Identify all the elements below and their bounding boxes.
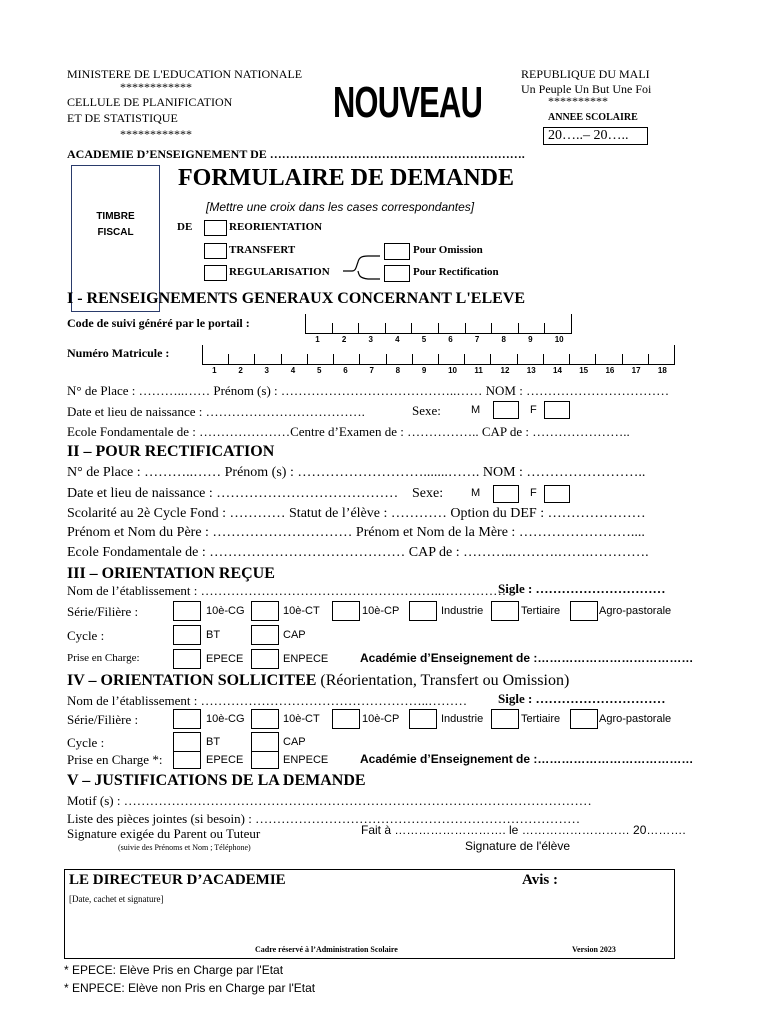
- reorientation-label: REORIENTATION: [229, 221, 323, 233]
- rect-place-prenom-nom-line: N° de Place : ………..…… Prénom (s) : ……………………….......……. NOM : ……………………..: [67, 465, 646, 480]
- section-2-title: II – POUR RECTIFICATION: [67, 443, 275, 460]
- serie-industrie-label: Industrie: [441, 713, 484, 725]
- code-suivi-label: Code de suivi généré par le portail :: [67, 316, 250, 330]
- digit-slot-divider: [648, 354, 649, 365]
- rectification-checkbox[interactable]: [384, 265, 410, 282]
- digit-slot-divider: [359, 354, 360, 365]
- serie-tertiaire-label: Tertiaire: [521, 713, 561, 725]
- prise-epece-checkbox[interactable]: [173, 751, 201, 769]
- prise-epece-checkbox[interactable]: [173, 649, 201, 669]
- section-5-title: V – JUSTIFICATIONS DE LA DEMANDE: [67, 772, 366, 789]
- fiscal-label: FISCAL: [97, 227, 134, 238]
- prise-enpece-label: ENPECE: [283, 754, 329, 766]
- sigle-line: Sigle : …………………………: [498, 691, 666, 706]
- digit-slot-divider: [518, 323, 519, 334]
- digit-slot-number: 8: [395, 366, 401, 375]
- section-1-title: I - RENSEIGNEMENTS GENERAUX CONCERNANT L'ELEVE: [67, 290, 526, 307]
- serie-10ct-checkbox[interactable]: [251, 601, 279, 621]
- digit-slot-divider: [385, 323, 386, 334]
- digit-slot-divider: [465, 323, 466, 334]
- digit-slot-divider: [202, 345, 203, 365]
- cycle-bt-checkbox[interactable]: [173, 732, 201, 752]
- serie-agropastorale-label: Agro-pastorale: [599, 605, 672, 617]
- cycle-cap-checkbox[interactable]: [251, 732, 279, 752]
- digit-slot-divider: [254, 354, 255, 365]
- digit-slot-number: 10: [448, 366, 458, 375]
- digit-slot-number: 5: [421, 335, 427, 344]
- cycle-bt-checkbox[interactable]: [173, 625, 201, 645]
- cycle-bt-label: BT: [206, 736, 221, 748]
- omission-checkbox[interactable]: [384, 243, 410, 260]
- rect-ecole-cap-line: Ecole Fondamentale de : …………………………………… CAP de : ………..……….…….………….: [67, 545, 649, 560]
- digit-slot-number: 6: [448, 335, 453, 344]
- pieces-jointes-line: Liste des pièces jointes (si besoin) : …………………………………………………………………: [67, 811, 581, 826]
- cachet-label: [Date, cachet et signature]: [69, 894, 164, 904]
- digit-slot-divider: [281, 354, 282, 365]
- prise-enpece-checkbox[interactable]: [251, 649, 279, 669]
- statistique-name: ET DE STATISTIQUE: [67, 111, 178, 125]
- digit-slot-divider: [491, 323, 492, 334]
- serie-10cp-label: 10è-CP: [362, 713, 400, 725]
- code-suivi-field[interactable]: [305, 312, 571, 344]
- serie-10cp-checkbox[interactable]: [332, 709, 360, 729]
- academie-enseignement-line: Académie d’Enseignement de :…………………………………: [360, 651, 694, 665]
- sexe-m-checkbox[interactable]: [493, 401, 519, 419]
- brace-icon: [342, 250, 382, 284]
- cycle-label: Cycle :: [67, 628, 105, 643]
- ecole-centre-cap-line: Ecole Fondamentale de : …………………Centre d’Examen de : …………….. CAP de : …………………..: [67, 424, 630, 439]
- digit-slot-number: 14: [553, 366, 562, 375]
- digit-slot-number: 16: [605, 366, 615, 375]
- avis-label: Avis :: [522, 872, 558, 888]
- reorientation-checkbox[interactable]: [204, 220, 227, 236]
- form-instruction: [Mettre une croix dans les cases correspondantes]: [206, 200, 475, 214]
- annee-scolaire-field[interactable]: [543, 127, 648, 145]
- serie-industrie-checkbox[interactable]: [409, 709, 437, 729]
- academie-enseignement-line: Académie d’Enseignement de :…………………………………: [360, 752, 694, 766]
- rect-sexe-m-checkbox[interactable]: [493, 485, 519, 503]
- naissance-line: Date et lieu de naissance : ……………………………….: [67, 404, 365, 419]
- footnote-enpece: * ENPECE: Elève non Pris en Charge par l'Etat: [64, 981, 316, 995]
- scolarite-line: Scolarité au 2è Cycle Fond : ………… Statut de l’élève : ………… Option du DEF : …………………: [67, 506, 646, 521]
- section-4-title: [67, 672, 569, 690]
- digit-slot-number: 5: [317, 366, 322, 375]
- serie-10cg-label: 10è-CG: [206, 713, 245, 725]
- serie-industrie-label: Industrie: [441, 605, 484, 617]
- digit-slot-number: 3: [264, 366, 269, 375]
- digit-slot-number: 11: [474, 366, 483, 375]
- digit-slot-number: 9: [421, 366, 427, 375]
- signature-parent-note: (suivie des Prénoms et Nom ; Téléphone): [118, 843, 251, 852]
- academie-line: ACADEMIE D’ENSEIGNEMENT DE ……………………………………………………….: [67, 147, 525, 161]
- digit-slot-divider: [412, 354, 413, 365]
- serie-label: Série/Filière :: [67, 712, 139, 727]
- digit-slot-divider: [438, 323, 439, 334]
- digit-slot-divider: [358, 323, 359, 334]
- rect-sexe-m-label: M: [471, 487, 481, 499]
- transfert-label: TRANSFERT: [229, 244, 296, 256]
- digit-slot-divider: [571, 314, 572, 334]
- header-stars: ************: [120, 127, 192, 141]
- prise-charge-label: Prise en Charge *:: [67, 752, 163, 767]
- digit-slot-divider: [544, 323, 545, 334]
- prise-epece-label: EPECE: [206, 653, 244, 665]
- cycle-cap-checkbox[interactable]: [251, 625, 279, 645]
- section-3-title: III – ORIENTATION REÇUE: [67, 565, 275, 582]
- digit-slot-number: 1: [212, 366, 217, 375]
- etablissement-line: Nom de l’établissement : ……………………………………………..………: [67, 693, 468, 708]
- form-title: FORMULAIRE DE DEMANDE: [178, 165, 514, 191]
- rect-sexe-label: Sexe:: [412, 486, 444, 501]
- serie-tertiaire-checkbox[interactable]: [491, 601, 519, 621]
- regularisation-label: REGULARISATION: [229, 266, 330, 278]
- serie-industrie-checkbox[interactable]: [409, 601, 437, 621]
- serie-10cp-label: 10è-CP: [362, 605, 400, 617]
- rect-sexe-f-checkbox[interactable]: [544, 485, 570, 503]
- serie-10ct-label: 10è-CT: [283, 605, 320, 617]
- digit-slot-divider: [543, 354, 544, 365]
- parents-line: Prénom et Nom du Père : ………………………… Prénom et Nom de la Mère : ……………………....: [67, 525, 645, 540]
- rectification-label: Pour Rectification: [413, 266, 499, 278]
- digit-slot-number: 18: [657, 366, 667, 375]
- ministry-name: MINISTERE DE L'EDUCATION NATIONALE: [67, 67, 303, 81]
- cycle-cap-label: CAP: [283, 629, 306, 641]
- cycle-cap-label: CAP: [283, 736, 306, 748]
- prise-epece-label: EPECE: [206, 754, 244, 766]
- header-stars: ************: [120, 80, 192, 94]
- nouveau-stamp: NOUVEAU: [333, 78, 483, 127]
- digit-slot-divider: [228, 354, 229, 365]
- digit-slot-number: 2: [238, 366, 243, 375]
- fait-a-line: Fait à ………………………. le ……………………… 20……….: [361, 823, 686, 837]
- serie-10ct-label: 10è-CT: [283, 713, 320, 725]
- footnote-epece: * EPECE: Elève Pris en Charge par l'Etat: [64, 963, 284, 977]
- signature-parent-label: Signature exigée du Parent ou Tuteur: [67, 826, 261, 841]
- digit-slot-divider: [411, 323, 412, 334]
- digit-slot-number: 15: [579, 366, 589, 375]
- cycle-label: Cycle :: [67, 735, 105, 750]
- serie-10cg-checkbox[interactable]: [173, 709, 201, 729]
- digit-slot-number: 13: [526, 366, 536, 375]
- digit-slot-divider: [438, 354, 439, 365]
- cadre-reserve-label: Cadre réservé à l’Administration Scolaire: [255, 945, 398, 954]
- digit-slot-divider: [333, 354, 334, 365]
- republic-name: REPUBLIQUE DU MALI: [521, 67, 650, 81]
- digit-slot-number: 3: [368, 335, 373, 344]
- digit-slot-divider: [569, 354, 570, 365]
- serie-agropastorale-checkbox[interactable]: [570, 709, 598, 729]
- digit-slot-divider: [490, 354, 491, 365]
- signature-eleve-label: Signature de l'élève: [465, 839, 571, 853]
- section-4-title-bold: IV – ORIENTATION SOLLICITEE: [67, 672, 317, 689]
- transfert-checkbox[interactable]: [204, 243, 227, 259]
- place-prenom-nom-line: N° de Place : ………..…… Prénom (s) : …………………………………..…… NOM : ……………………………: [67, 383, 670, 398]
- digit-slot-number: 6: [343, 366, 348, 375]
- matricule-field[interactable]: [202, 343, 674, 375]
- motif-line: Motif (s) : ………………………………………………………………………………………………: [67, 793, 592, 808]
- digit-slot-divider: [307, 354, 308, 365]
- serie-agropastorale-label: Agro-pastorale: [599, 713, 672, 725]
- prise-enpece-checkbox[interactable]: [251, 751, 279, 769]
- sexe-f-checkbox[interactable]: [544, 401, 570, 419]
- cellule-name: CELLULE DE PLANIFICATION: [67, 95, 233, 109]
- serie-10cp-checkbox[interactable]: [332, 601, 360, 621]
- rect-naissance-line: Date et lieu de naissance : …………………………………: [67, 486, 399, 501]
- annee-scolaire-label: ANNEE SCOLAIRE: [548, 112, 638, 123]
- digit-slot-number: 4: [395, 335, 400, 344]
- digit-slot-divider: [595, 354, 596, 365]
- etablissement-line: Nom de l’établissement : ………………………………………………..……………: [67, 583, 507, 598]
- digit-slot-number: 8: [501, 335, 506, 344]
- republic-motto: Un Peuple Un But Une Foi: [521, 82, 652, 96]
- rect-sexe-f-label: F: [530, 487, 537, 499]
- serie-10cg-checkbox[interactable]: [173, 601, 201, 621]
- digit-slot-divider: [386, 354, 387, 365]
- digit-slot-number: 4: [290, 366, 296, 375]
- digit-slot-divider: [332, 323, 333, 334]
- prise-enpece-label: ENPECE: [283, 653, 329, 665]
- prise-charge-label: Prise en Charge:: [67, 652, 140, 664]
- de-label: DE: [177, 221, 193, 233]
- omission-label: Pour Omission: [413, 244, 483, 256]
- regularisation-checkbox[interactable]: [204, 265, 227, 281]
- digit-slot-divider: [464, 354, 465, 365]
- digit-slot-divider: [674, 345, 675, 365]
- section-4-title-detail: (Réorientation, Transfert ou Omission): [320, 672, 570, 689]
- sexe-m-label: M: [471, 404, 481, 416]
- digit-slot-divider: [622, 354, 623, 365]
- serie-tertiaire-label: Tertiaire: [521, 605, 561, 617]
- sexe-label: Sexe:: [412, 403, 441, 418]
- sexe-f-label: F: [530, 404, 537, 416]
- serie-label: Série/Filière :: [67, 604, 139, 619]
- matricule-label: Numéro Matricule :: [67, 346, 170, 360]
- digit-slot-number: 9: [528, 335, 533, 344]
- digit-slot-number: 7: [369, 366, 374, 375]
- digit-slot-number: 1: [315, 335, 320, 344]
- digit-slot-number: 7: [474, 335, 480, 344]
- serie-10cg-label: 10è-CG: [206, 605, 245, 617]
- digit-slot-number: 10: [554, 335, 564, 344]
- sigle-line: Sigle : …………………………: [498, 581, 666, 596]
- serie-agropastorale-checkbox[interactable]: [570, 601, 598, 621]
- cycle-bt-label: BT: [206, 629, 221, 641]
- digit-slot-number: 2: [341, 335, 347, 344]
- annee-scolaire-value: 20…..– 20…..: [548, 128, 629, 143]
- digit-slot-number: 17: [631, 366, 641, 375]
- digit-slot-divider: [517, 354, 518, 365]
- header-stars: **********: [548, 94, 608, 108]
- serie-tertiaire-checkbox[interactable]: [491, 709, 519, 729]
- digit-slot-number: 12: [500, 366, 510, 375]
- digit-slot-divider: [305, 314, 306, 334]
- timbre-label: TIMBRE: [96, 211, 135, 222]
- version-label: Version 2023: [572, 945, 616, 954]
- admin-reserved-box: [64, 869, 675, 959]
- directeur-label: LE DIRECTEUR D’ACADEMIE: [69, 872, 286, 888]
- serie-10ct-checkbox[interactable]: [251, 709, 279, 729]
